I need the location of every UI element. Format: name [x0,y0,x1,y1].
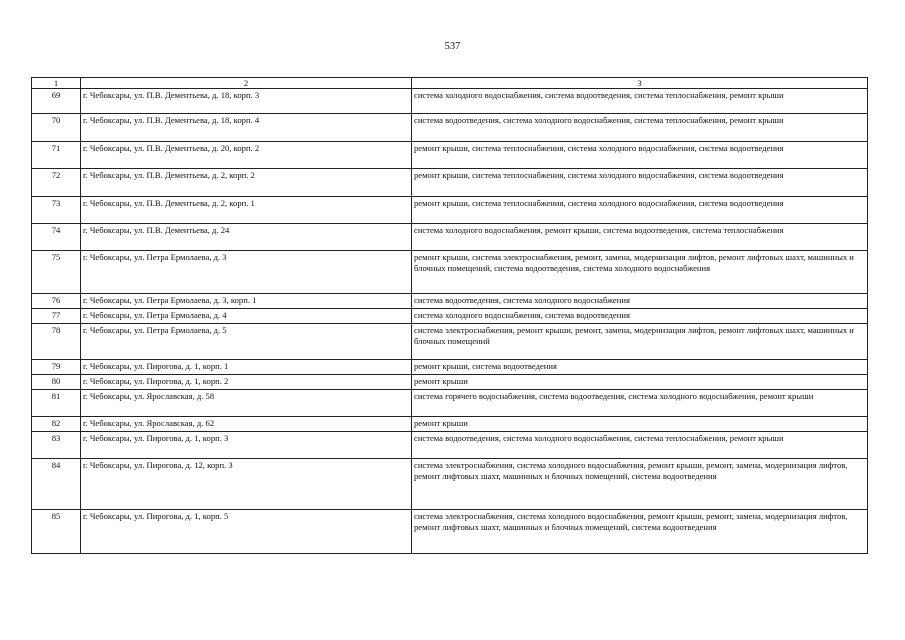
table-row [32,251,868,294]
column-header-number: 1 [32,78,81,89]
row-works: ремонт крыши, система электроснабжения, ремонт, замена, модернизация лифтов, ремонт лифтовых шахт, машинных и блочных помещений, система водоотведения, система холодного водоснабжения [412,251,868,294]
row-address: г. Чебоксары, ул. Пирогова, д. 1, корп. 5 [81,510,412,554]
row-works: система горячего водоснабжения, система водоотведения, система холодного водоснабжения, ремонт крыши [412,390,868,417]
row-number: 75 [32,251,81,294]
row-address: г. Чебоксары, ул. Петра Ермолаева, д. 4 [81,309,412,324]
table-header-row [32,78,868,89]
table-row [32,324,868,360]
row-works: ремонт крыши, система теплоснабжения, система холодного водоснабжения, система водоотведения [412,169,868,197]
row-address: г. Чебоксары, ул. П.В. Дементьева, д. 18, корп. 4 [81,114,412,142]
row-address: г. Чебоксары, ул. Петра Ермолаева, д. 3, корп. 1 [81,294,412,309]
table-row [32,390,868,417]
row-number: 76 [32,294,81,309]
row-works: ремонт крыши [412,417,868,432]
page-number: 537 [444,41,461,52]
row-address: г. Чебоксары, ул. Петра Ермолаева, д. 3 [81,251,412,294]
row-works: система электроснабжения, система холодного водоснабжения, ремонт крыши, ремонт, замена, модернизация лифтов, ремонт лифтовых шахт, машинных и блочных помещений, система водоотведения [412,459,868,510]
column-header-works: 3 [412,78,868,89]
row-number: 79 [32,360,81,375]
table-row [32,89,868,114]
row-address: г. Чебоксары, ул. П.В. Дементьева, д. 2, корп. 1 [81,197,412,224]
table-row [32,142,868,169]
table-row [32,309,868,324]
row-works: система холодного водоснабжения, ремонт крыши, система водоотведения, система теплоснабжения [412,224,868,251]
table-row [32,459,868,510]
row-address: г. Чебоксары, ул. Пирогова, д. 1, корп. 2 [81,375,412,390]
row-works: система водоотведения, система холодного водоснабжения, система теплоснабжения, ремонт крыши [412,114,868,142]
row-address: г. Чебоксары, ул. Пирогова, д. 1, корп. 3 [81,432,412,459]
row-number: 69 [32,89,81,114]
row-number: 84 [32,459,81,510]
table-row [32,224,868,251]
row-address: г. Чебоксары, ул. Ярославская, д. 58 [81,390,412,417]
row-number: 85 [32,510,81,554]
row-address: г. Чебоксары, ул. П.В. Дементьева, д. 18, корп. 3 [81,89,412,114]
row-number: 78 [32,324,81,360]
row-address: г. Чебоксары, ул. Петра Ермолаева, д. 5 [81,324,412,360]
row-works: ремонт крыши, система теплоснабжения, система холодного водоснабжения, система водоотведения [412,197,868,224]
row-address: г. Чебоксары, ул. Ярославская, д. 62 [81,417,412,432]
row-number: 77 [32,309,81,324]
row-works: ремонт крыши [412,375,868,390]
table-row [32,375,868,390]
row-number: 71 [32,142,81,169]
row-address: г. Чебоксары, ул. Пирогова, д. 1, корп. 1 [81,360,412,375]
row-number: 73 [32,197,81,224]
row-address: г. Чебоксары, ул. П.В. Дементьева, д. 20, корп. 2 [81,142,412,169]
table-row [32,169,868,197]
repair-program-table [31,77,868,554]
table-row [32,432,868,459]
table-row [32,294,868,309]
table-row [32,360,868,375]
row-number: 80 [32,375,81,390]
column-header-address: 2 [81,78,412,89]
table-row [32,114,868,142]
row-works: система холодного водоснабжения, система водоотведения, система теплоснабжения, ремонт крыши [412,89,868,114]
row-address: г. Чебоксары, ул. Пирогова, д. 12, корп. 3 [81,459,412,510]
table-row [32,197,868,224]
row-works: система электроснабжения, система холодного водоснабжения, ремонт крыши, ремонт, замена, модернизация лифтов, ремонт лифтовых шахт, машинных и блочных помещений, система водоотведения [412,510,868,554]
row-address: г. Чебоксары, ул. П.В. Дементьева, д. 24 [81,224,412,251]
row-number: 74 [32,224,81,251]
row-works: система водоотведения, система холодного водоснабжения [412,294,868,309]
row-number: 82 [32,417,81,432]
table-row [32,510,868,554]
row-works: система электроснабжения, ремонт крыши, ремонт, замена, модернизация лифтов, ремонт лифтовых шахт, машинных и блочных помещений [412,324,868,360]
row-number: 81 [32,390,81,417]
row-works: ремонт крыши, система водоотведения [412,360,868,375]
table-row [32,417,868,432]
row-works: ремонт крыши, система теплоснабжения, система холодного водоснабжения, система водоотведения [412,142,868,169]
row-number: 70 [32,114,81,142]
row-works: система водоотведения, система холодного водоснабжения, система теплоснабжения, ремонт крыши [412,432,868,459]
row-number: 83 [32,432,81,459]
row-address: г. Чебоксары, ул. П.В. Дементьева, д. 2, корп. 2 [81,169,412,197]
row-number: 72 [32,169,81,197]
row-works: система холодного водоснабжения, система водоотведения [412,309,868,324]
